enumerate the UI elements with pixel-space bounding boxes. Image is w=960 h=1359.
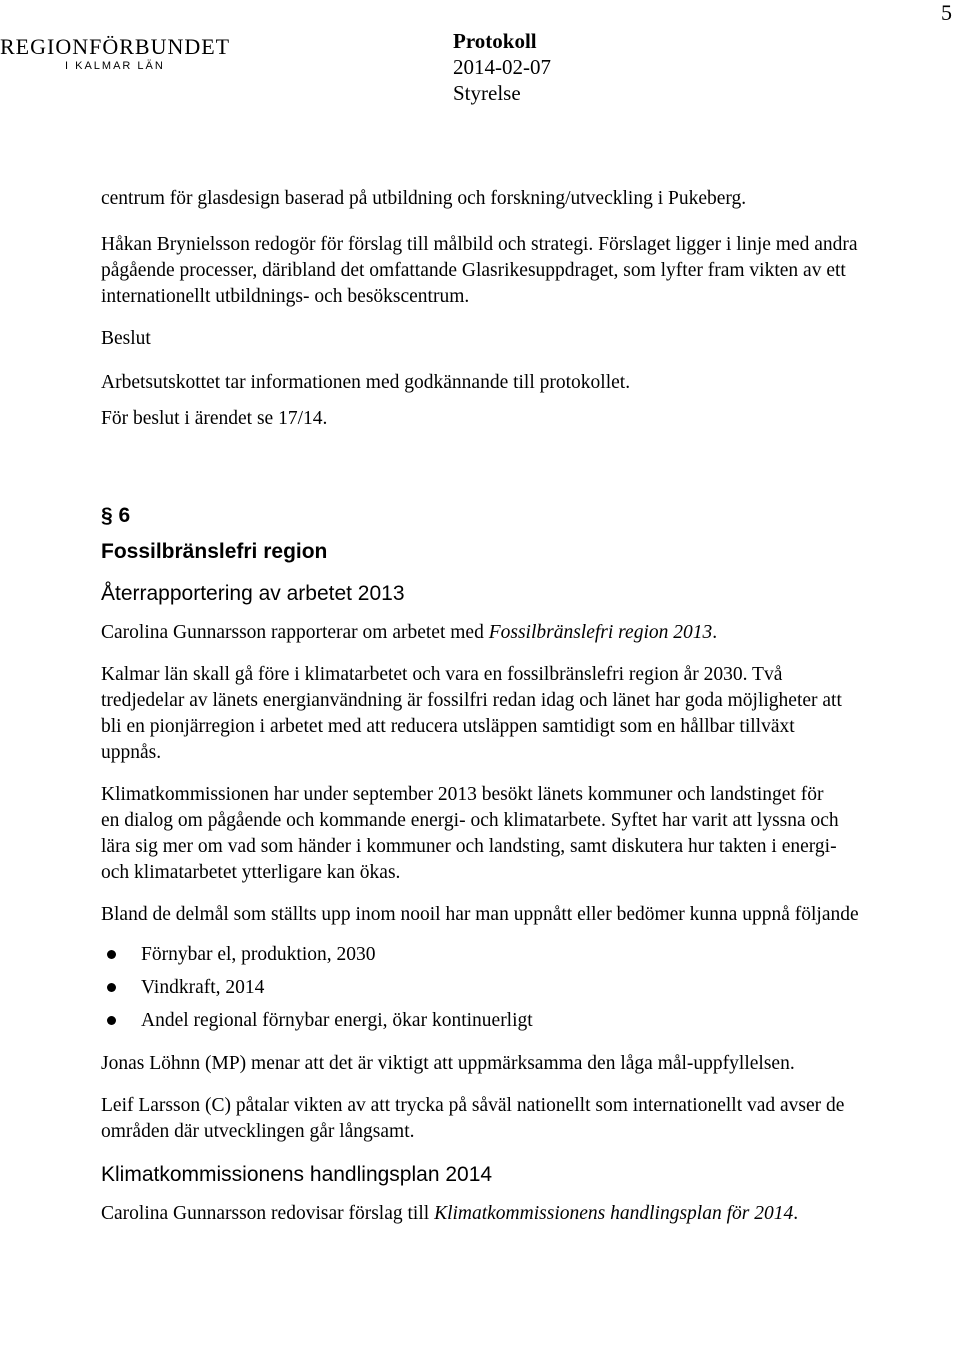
intro-paragraph-1: centrum för glasdesign baserad på utbildning och forskning/utveckling i Pukeberg. [101, 188, 747, 209]
document-content [101, 186, 881, 1227]
subsection-paragraph-1-text: Carolina Gunnarsson redovisar förslag till [101, 1203, 435, 1224]
section-paragraph-5: Jonas Löhnn (MP) menar att det är viktigt att uppmärksamma den låga mål-uppfyllelsen. [101, 1053, 795, 1074]
list-item-text: Vindkraft, 2014 [141, 977, 265, 998]
document-type: Protokoll [453, 29, 537, 53]
section-title: Fossilbränslefri region [101, 540, 328, 563]
section-subtitle: Återrapportering av arbetet 2013 [101, 582, 405, 605]
section-paragraph-6: Leif Larsson (C) påtalar vikten av att trycka på såväl nationellt som internationellt vad avser de områden där utvecklingen går långsamt. [101, 1095, 845, 1142]
page-number: 5 [941, 0, 952, 25]
subsection-paragraph-1-end: . [793, 1203, 799, 1224]
section-paragraph-2: Kalmar län skall gå före i klimatarbetet och vara en fossilbränslefri region år 2030. Två tredjedelar av länets energianvändning är fossilfri redan idag och länet har goda möjligheter att bli en pionjärregion i arbetet med att reducera utsläppen samtidigt som en hållbar tillväxt uppnås. [101, 664, 842, 763]
decision-reference: För beslut i ärendet se 17/14. [101, 408, 328, 429]
section-paragraph-1 [101, 620, 881, 646]
regionforbundet-logo [0, 36, 240, 72]
subsection-paragraph-1 [101, 1201, 841, 1227]
bullet-icon [107, 983, 116, 992]
subsection-paragraph-1-italic: Klimatkommissionens handlingsplan för 2014 [434, 1203, 794, 1224]
bullet-icon [107, 950, 116, 959]
bullet-icon [107, 1016, 116, 1025]
section-paragraph-4: Bland de delmål som ställts upp inom nooil har man uppnått eller bedömer kunna uppnå följande [101, 904, 859, 925]
section-paragraph-1-text: Carolina Gunnarsson rapporterar om arbetet med [101, 622, 489, 643]
list-item [101, 942, 881, 975]
section-paragraph-1-end: . [712, 622, 718, 643]
logo-main-text: REGIONFÖRBUNDET [0, 34, 231, 59]
list-item-text: Andel regional förnybar energi, ökar kontinuerligt [141, 1010, 533, 1031]
list-item [101, 1008, 881, 1041]
section-paragraph-3: Klimatkommissionen har under september 2013 besökt länets kommuner och landstinget för en dialog om pågående och kommande energi- och klimatarbete. Syftet har varit att lyssna och lära sig mer om vad som händer i kommuner och landsting, samt diskutera hur takten i energi- och klimatarbetet ytterligare kan ökas. [101, 784, 839, 883]
decision-text: Arbetsutskottet tar informationen med godkännande till protokollet. [101, 372, 631, 393]
subsection-title: Klimatkommissionens handlingsplan 2014 [101, 1163, 493, 1186]
section-paragraph-1-italic: Fossilbränslefri region 2013 [488, 622, 713, 643]
section-marker: § 6 [101, 504, 131, 527]
intro-paragraph-2: Håkan Brynielsson redogör för förslag till målbild och strategi. Förslaget ligger i linje med andra pågående processer, däribland det omfattande Glasrikesuppdraget, som lyfter fram vikten av ett internationellt utbildnings- och besökscentrum. [101, 234, 858, 307]
decision-heading: Beslut [101, 328, 151, 349]
list-item-text: Förnybar el, produktion, 2030 [141, 944, 376, 965]
document-date: 2014-02-07 [453, 55, 551, 79]
logo-sub-text: I KALMAR LÄN [65, 60, 165, 72]
goals-list [101, 942, 881, 1041]
section-number: 6 [112, 504, 131, 527]
list-item [101, 975, 881, 1008]
document-body: Styrelse [453, 81, 521, 105]
document-header [453, 28, 551, 106]
